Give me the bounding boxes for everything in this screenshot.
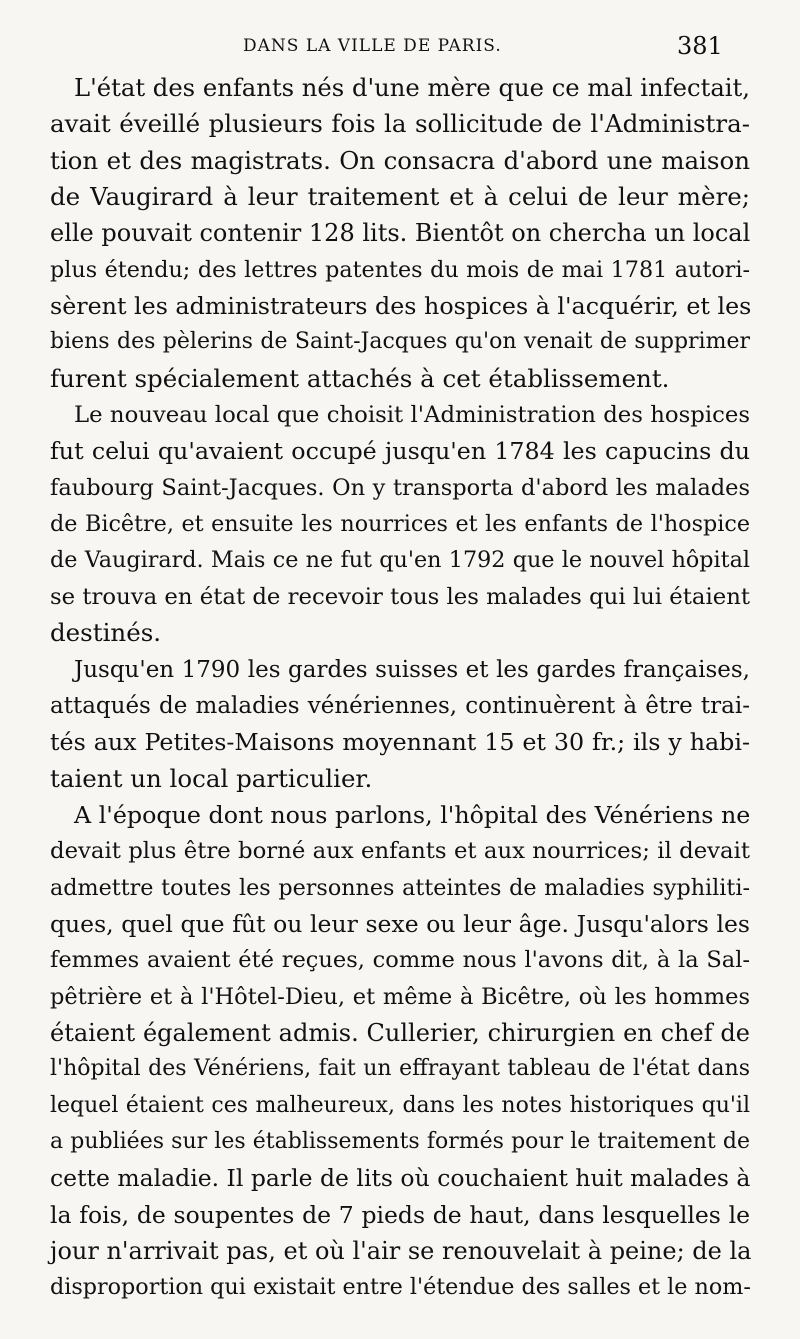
page-number: 381 [677, 32, 723, 60]
text-line: L'état des enfants nés d'une mère que ce mal infectait, [74, 73, 750, 102]
text-line: femmes avaient été reçues, comme nous l'avons dit, à la Sal- [50, 947, 750, 974]
text-line: ques, quel que fût ou leur sexe ou leur âge. Jusqu'alors les [50, 909, 750, 938]
body-text [50, 70, 750, 1306]
text-line: pêtrière et à l'Hôtel-Dieu, et même à Bicêtre, où les hommes [50, 983, 750, 1010]
text-line: admettre toutes les personnes atteintes de maladies syphiliti- [50, 874, 750, 901]
running-head-title: DANS LA VILLE DE PARIS. [243, 36, 502, 56]
text-line: lequel étaient ces malheureux, dans les notes historiques qu'il [50, 1092, 750, 1118]
text-line: l'hôpital des Vénériens, fait un effrayant tableau de l'état dans [50, 1056, 750, 1082]
text-line: sèrent les administrateurs des hospices à l'acquérir, et les [50, 292, 752, 321]
text-line: destinés. [50, 618, 162, 648]
text-line: tion et des magistrats. On consacra d'abord une maison [50, 145, 750, 175]
text-line: de Vaugirard à leur traitement et à celui de leur mère; [50, 182, 750, 212]
text-line: faubourg Saint-Jacques. On y transporta d'abord les malades [50, 474, 750, 501]
text-line: attaqués de maladies vénériennes, continuèrent à être trai- [50, 692, 750, 719]
text-line: de Vaugirard. Mais ce ne fut qu'en 1792 que le nouvel hôpital [50, 547, 750, 574]
text-line: Le nouveau local que choisit l'Administration des hospices [74, 402, 750, 429]
text-line: A l'époque dont nous parlons, l'hôpital des Vénériens ne [74, 800, 751, 829]
text-line: taient un local particulier. [50, 763, 373, 793]
text-line: elle pouvait contenir 128 lits. Bientôt on chercha un local [50, 219, 751, 248]
text-line: furent spécialement attachés à cet établissement. [50, 363, 670, 393]
text-line: Jusqu'en 1790 les gardes suisses et les gardes françaises, [74, 656, 750, 683]
text-line: biens des pèlerins de Saint-Jacques qu'on venait de supprimer [50, 329, 750, 355]
text-line: fut celui qu'avaient occupé jusqu'en 1784 les capucins du [50, 437, 750, 466]
text-line: a publiées sur les établissements formés pour le traitement de [50, 1128, 750, 1154]
text-line: avait éveillé plusieurs fois la sollicitude de l'Administra- [50, 109, 750, 139]
text-line: la fois, de soupentes de 7 pieds de haut, dans lesquelles le [50, 1200, 750, 1229]
text-line: devait plus être borné aux enfants et aux nourrices; il devait [50, 838, 750, 865]
text-line: étaient également admis. Cullerier, chirurgien en chef de [50, 1018, 750, 1047]
text-line: jour n'arrivait pas, et où l'air se renouvelait à peine; de la [50, 1237, 752, 1265]
text-line: se trouva en état de recevoir tous les malades qui lui étaient [50, 583, 750, 610]
text-line: disproportion qui existait entre l'étendue des salles et le nom- [50, 1274, 751, 1301]
running-head [0, 32, 800, 66]
text-line: plus étendu; des lettres patentes du mois de mai 1781 autori- [50, 256, 750, 283]
text-line: tés aux Petites-Maisons moyennant 15 et 30 fr.; ils y habi- [50, 728, 750, 757]
text-line: cette maladie. Il parle de lits où couchaient huit malades à [50, 1164, 751, 1193]
text-line: de Bicêtre, et ensuite les nourrices et les enfants de l'hospice [50, 511, 750, 538]
